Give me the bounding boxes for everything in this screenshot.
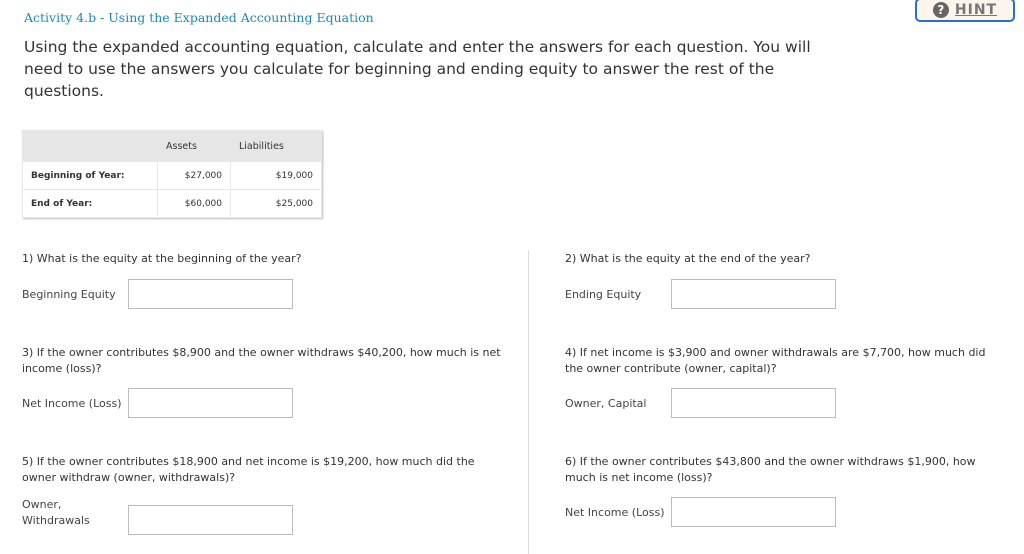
data-table xyxy=(22,130,322,218)
question-1: 1) What is the equity at the beginning of the year? xyxy=(22,252,302,265)
label-beginning-equity: Beginning Equity xyxy=(22,288,116,301)
question-4: 4) If net income is $3,900 and owner withdrawals are $7,700, how much did the owner contribute (owner, capital)? xyxy=(565,346,986,375)
owner-withdrawals-input[interactable] xyxy=(128,505,293,535)
hint-label: HINT xyxy=(954,2,998,18)
question-circle-icon: ? xyxy=(933,2,949,18)
activity-title: Activity 4.b - Using the Expanded Accounting Equation xyxy=(24,10,374,25)
label-owner-withdrawals: Owner, Withdrawals xyxy=(22,498,90,527)
header-assets: Assets xyxy=(158,131,231,162)
label-owner-capital: Owner, Capital xyxy=(565,397,647,410)
net-income-input[interactable] xyxy=(128,388,293,418)
header-liabilities: Liabilities xyxy=(231,131,322,162)
table-row xyxy=(23,162,322,190)
row-label: End of Year: xyxy=(23,190,158,218)
liabilities-value: $19,000 xyxy=(231,162,322,190)
header-empty xyxy=(23,131,158,162)
label-net-income: Net Income (Loss) xyxy=(22,397,122,410)
label-net-income-2: Net Income (Loss) xyxy=(565,506,665,519)
question-6: 6) If the owner contributes $43,800 and the owner withdraws $1,900, how much is net income (loss)? xyxy=(565,455,976,484)
row-label: Beginning of Year: xyxy=(23,162,158,190)
question-2: 2) What is the equity at the end of the year? xyxy=(565,252,811,265)
beginning-equity-input[interactable] xyxy=(128,279,293,309)
column-divider xyxy=(528,250,529,554)
question-3: 3) If the owner contributes $8,900 and the owner withdraws $40,200, how much is net income (loss)? xyxy=(22,346,501,375)
assets-value: $60,000 xyxy=(158,190,231,218)
assets-value: $27,000 xyxy=(158,162,231,190)
hint-button[interactable] xyxy=(915,0,1015,22)
owner-capital-input[interactable] xyxy=(671,388,836,418)
question-5: 5) If the owner contributes $18,900 and net income is $19,200, how much did the owner withdraw (owner, withdrawals)? xyxy=(22,455,475,484)
label-ending-equity: Ending Equity xyxy=(565,288,642,301)
ending-equity-input[interactable] xyxy=(671,279,836,309)
table-row xyxy=(23,190,322,218)
liabilities-value: $25,000 xyxy=(231,190,322,218)
net-income-2-input[interactable] xyxy=(671,497,836,527)
instructions: Using the expanded accounting equation, calculate and enter the answers for each question. You will need to use the answers you calculate for beginning and ending equity to answer the rest of the questions. xyxy=(24,38,811,100)
